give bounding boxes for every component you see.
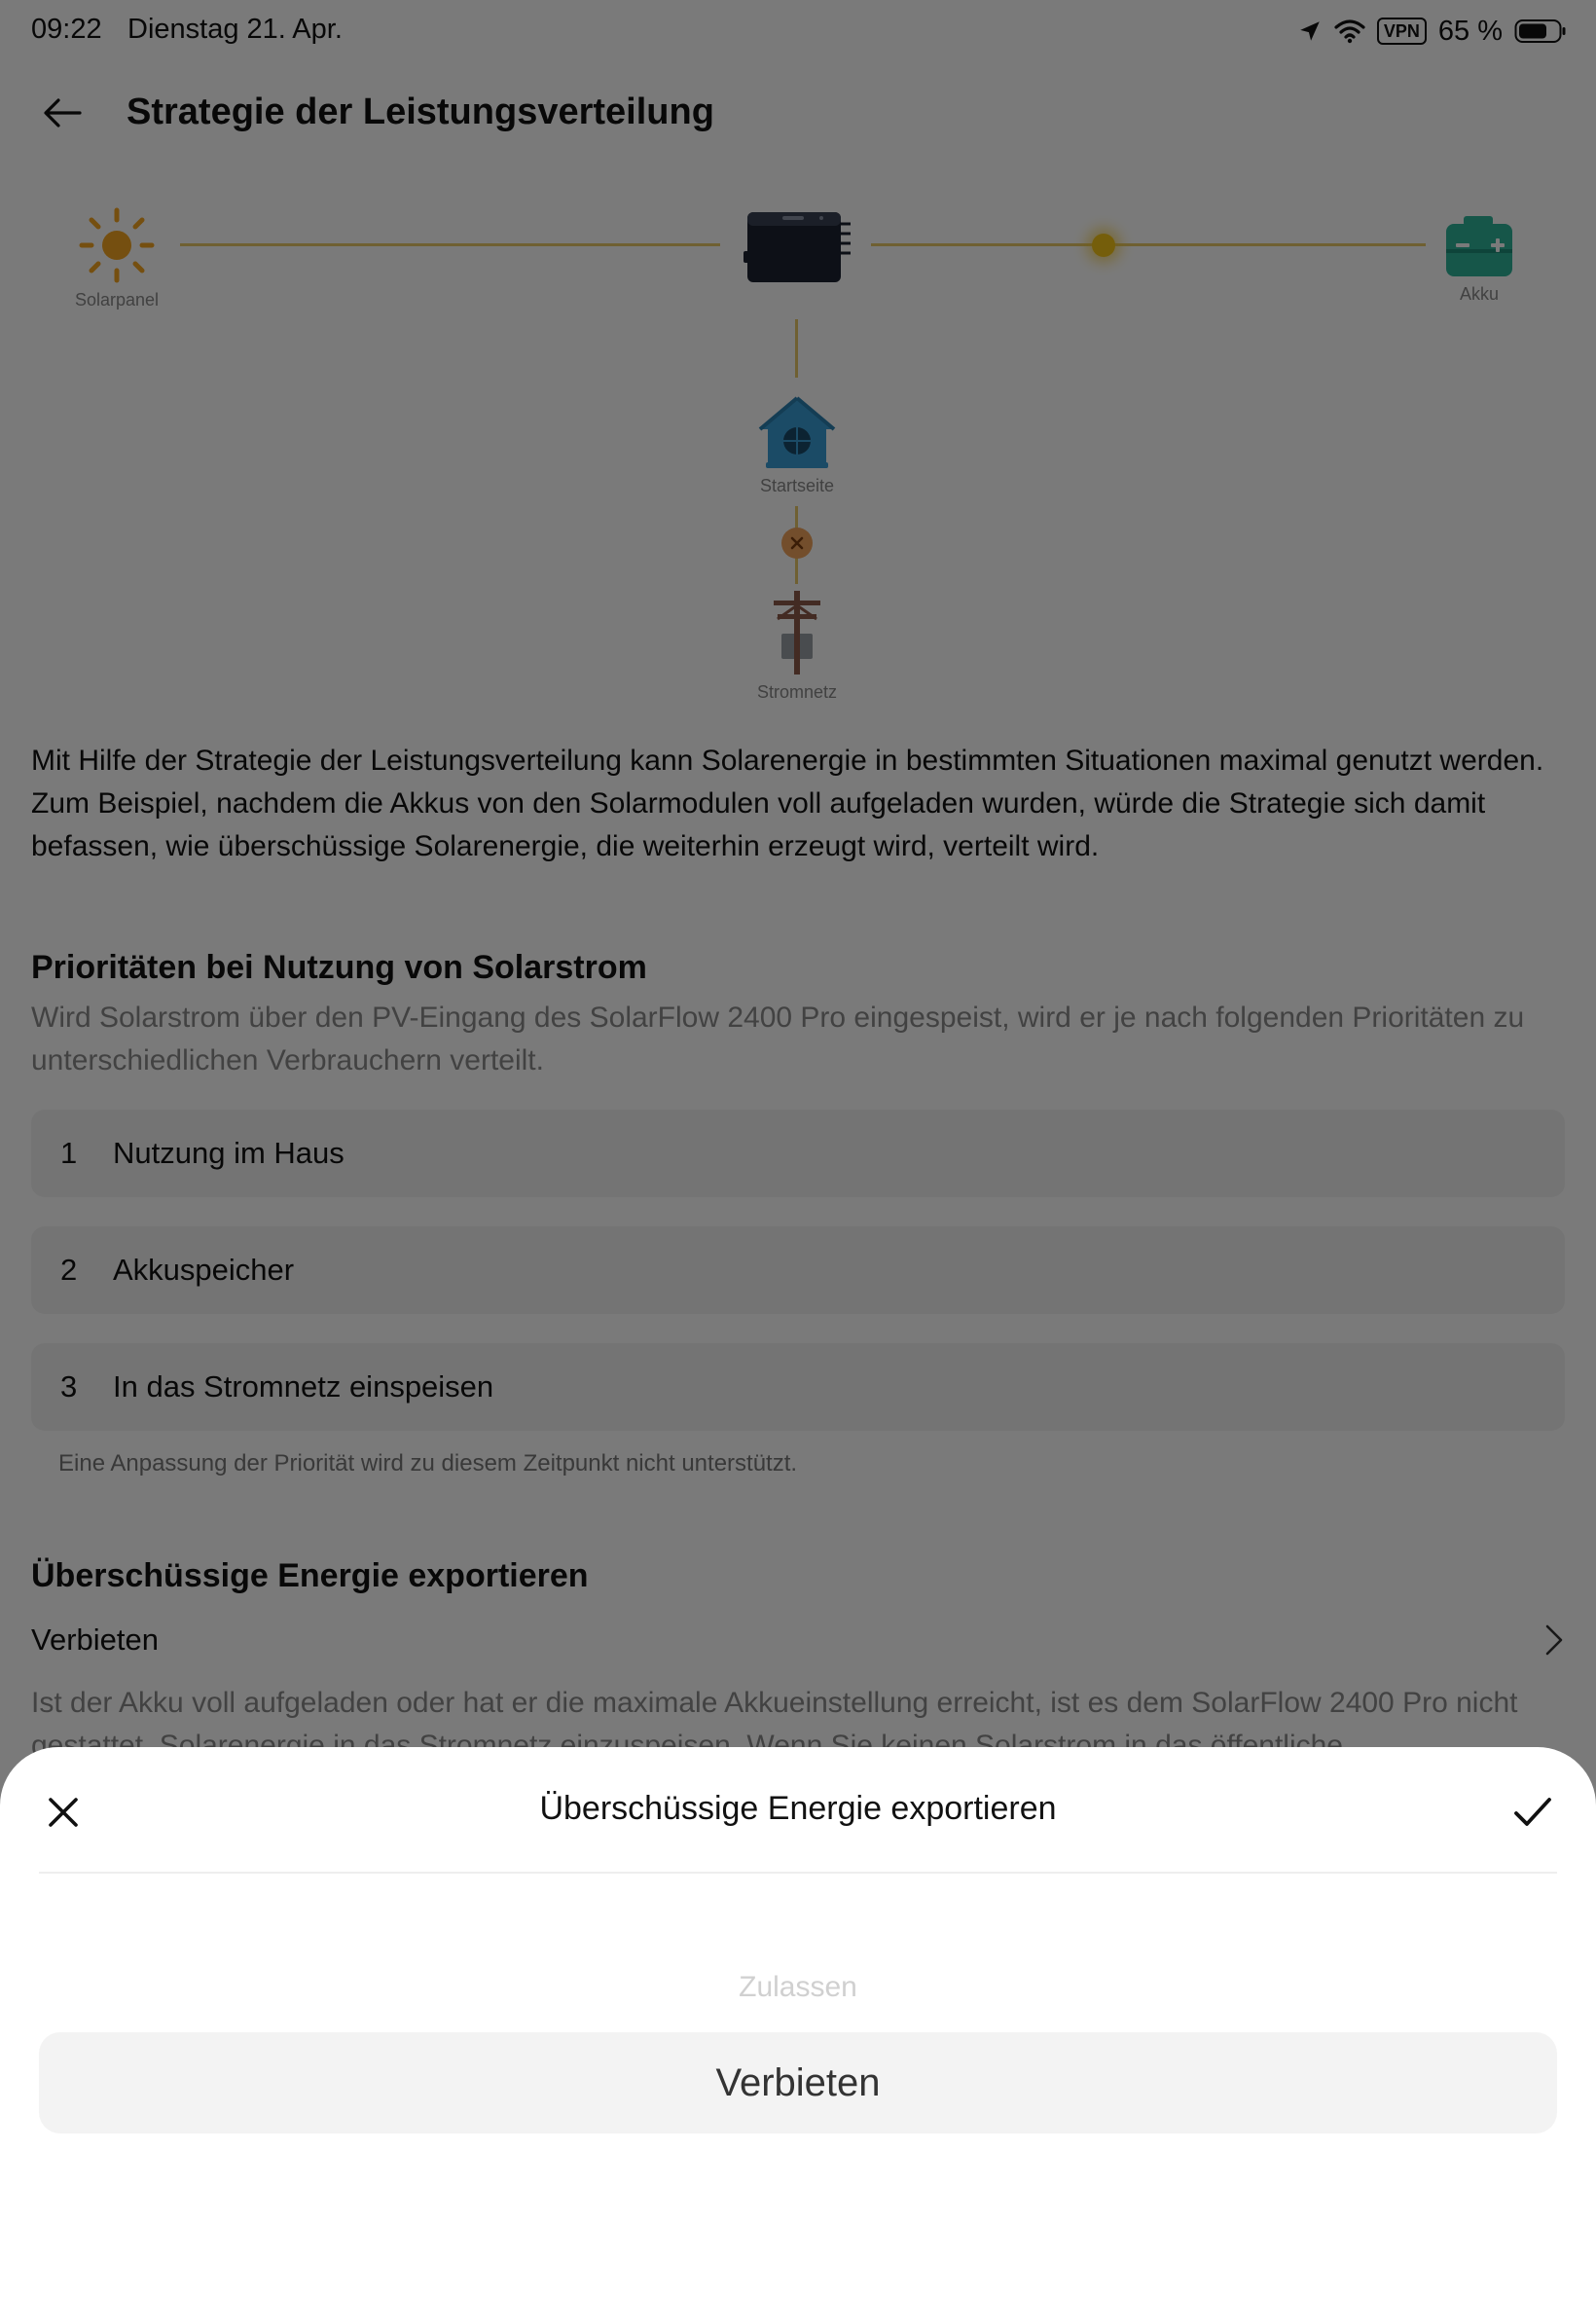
- sheet-title: Überschüssige Energie exportieren: [539, 1790, 1057, 1827]
- confirm-button[interactable]: [1508, 1788, 1557, 1837]
- picker-option-verbieten[interactable]: Verbieten: [39, 2032, 1557, 2133]
- picker-option-zulassen[interactable]: Zulassen: [739, 1971, 857, 2003]
- checkmark-icon: [1512, 1795, 1553, 1830]
- bottom-sheet: [0, 1747, 1596, 2297]
- sheet-divider: [39, 1872, 1557, 1874]
